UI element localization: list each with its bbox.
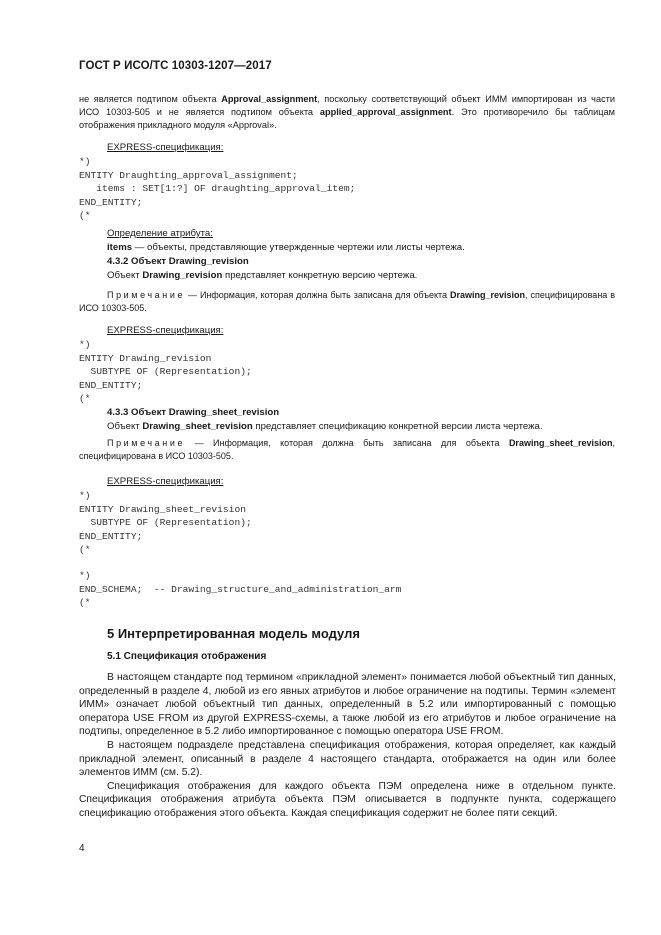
attribute-definition: items — объекты, представляющие утвержденные чертежи или листы чертежа. [107, 242, 465, 253]
note-paragraph: Примечание — Информация, которая должна быть записана для объекта Drawing_sheet_revision, специфицирована в ИСО 10303-505. [79, 438, 615, 461]
express-spec-label: EXPRESS-спецификация: [107, 476, 224, 487]
section-description: Объект Drawing_sheet_revision представляет спецификацию конкретной версии листа чертежа. [107, 421, 543, 432]
intro-paragraph: не является подтипом объекта Approval_assignment, поскольку соответствующий объект ИММ импортирован из части ИСО 10303-505 и не является подтипом объекта applied_approval_assignment. Это противоречило бы таблицам отображения прикладного модуля «Approval». [79, 94, 616, 130]
note-paragraph: Примечание — Информация, которая должна быть записана для объекта Drawing_revision, специфицирована в ИСО 10303-505. [79, 290, 615, 313]
body-paragraph: В настоящем стандарте под термином «прикладной элемент» понимается любой объектный тип данных, определенный в разделе 4, любой из его явных атрибутов и любое ограничение на подтипы. Термин «элемент ИММ» означает любой объектный тип данных, определенный в 5.2 или импортированный с помощью оператора USE FROM из другой EXPRESS-схемы, а также любой из его атрибутов и любое ограничение на подтипы, определенное в 5.2 либо импортированное с помощью оператора USE FROM. [79, 672, 616, 738]
body-text [79, 671, 616, 821]
section-heading-4-3-3: 4.3.3 Объект Drawing_sheet_revision [107, 407, 280, 418]
section-description: Объект Drawing_revision представляет конкретную версию чертежа. [107, 270, 418, 281]
attribute-definition-label: Определение атрибута: [107, 228, 213, 239]
body-paragraph: В настоящем подразделе представлена спецификация отображения, которая определяет, как каждый прикладной элемент, описанный в разделе 4 настоящего стандарта, отображается на один или более элементов ИММ (см. 5.2). [79, 739, 616, 779]
standard-header: ГОСТ Р ИСО/ТС 10303-1207—2017 [79, 60, 272, 72]
express-code-block: *) END_SCHEMA; -- Drawing_structure_and_administration_arm (* [79, 570, 402, 608]
express-spec-label: EXPRESS-спецификация: [107, 325, 224, 336]
body-paragraph: Спецификация отображения для каждого объекта ПЭМ определена ниже в отдельном пункте. Спецификация отображения атрибута объекта ПЭМ описывается в подпункте пункта, содержащего спецификацию отображения этого объекта. Каждая спецификация содержит не более пяти секций. [79, 780, 616, 819]
express-code-block: *) ENTITY Drawing_revision SUBTYPE OF (Representation); END_ENTITY; (* [79, 339, 252, 404]
express-spec-label: EXPRESS-спецификация: [107, 142, 224, 153]
section-5-heading: 5 Интерпретированная модель модуля [107, 626, 360, 641]
express-code-block: *) ENTITY Drawing_sheet_revision SUBTYPE OF (Representation); END_ENTITY; (* [79, 490, 252, 555]
express-code-block: *) ENTITY Draughting_approval_assignment; items : SET[1:?] OF draughting_approval_item; END_ENTITY; (* [79, 156, 356, 221]
page-number: 4 [79, 843, 85, 854]
section-5-1-heading: 5.1 Спецификация отображения [107, 651, 267, 662]
section-heading-4-3-2: 4.3.2 Объект Drawing_revision [107, 256, 249, 267]
